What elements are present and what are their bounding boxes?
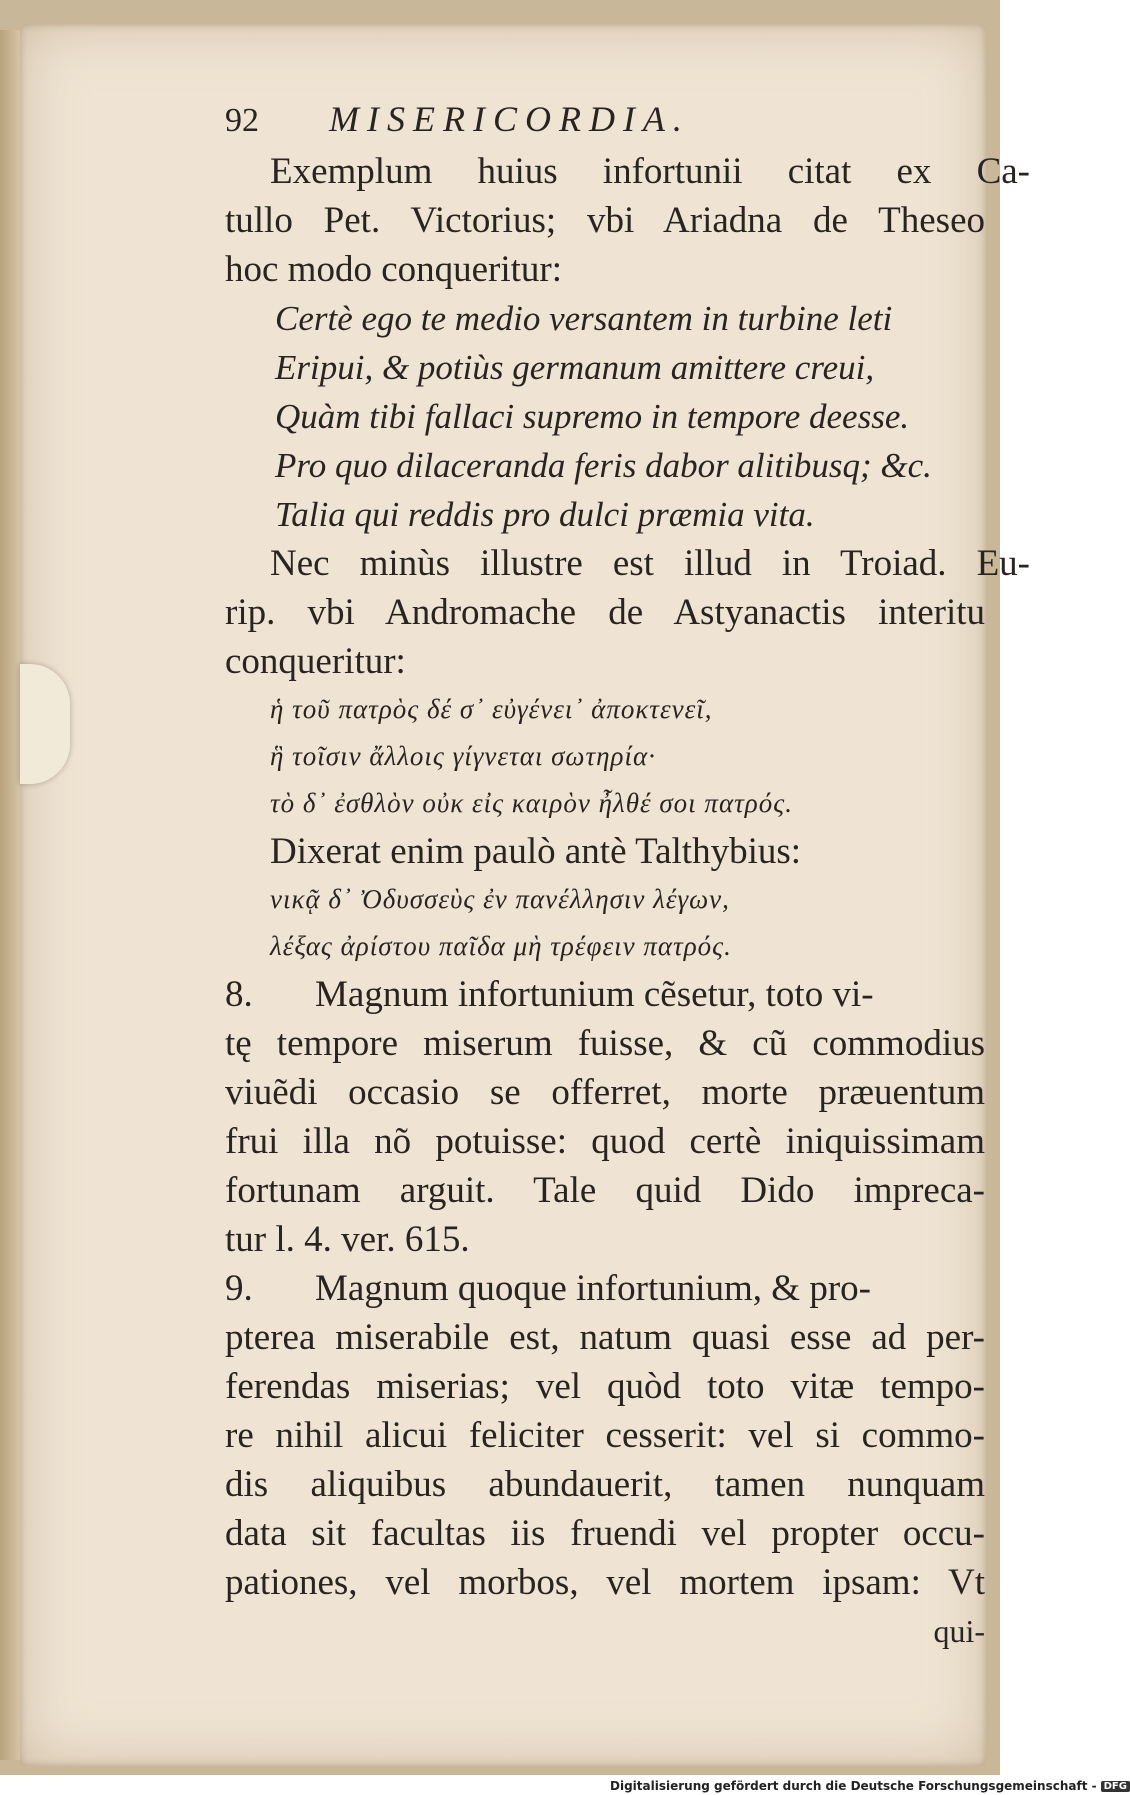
text-line: rip. vbi Andromache de Astyanactis interitu: [225, 592, 985, 633]
text-line: pterea miserabile est, natum quasi esse ad per-: [225, 1317, 985, 1358]
text-line: tur l. 4. ver. 615.: [225, 1219, 470, 1260]
greek-verse-line: τὸ δ᾽ ἐσθλὸν οὐκ εἰς καιρὸν ἦλθέ σοι πατρός.: [270, 788, 793, 818]
credit-text: Digitalisierung gefördert durch die Deutsche Forschungsgemeinschaft -: [610, 1779, 1097, 1793]
digitization-credit: [610, 1777, 1127, 1795]
verse-line: Pro quo dilaceranda feris dabor alitibusq; &c.: [275, 446, 932, 485]
text-line: frui illa nõ potuisse: quod certè iniquissimam: [225, 1121, 985, 1162]
text-line: fortunam arguit. Tale quid Dido impreca-: [225, 1170, 985, 1211]
text-line: tę tempore miserum fuisse, & cũ commodius: [225, 1023, 985, 1064]
verse-line: Eripui, & potiùs germanum amittere creui,: [275, 348, 875, 387]
paragraph-9-first-line: [225, 1264, 985, 1313]
greek-verse-line: λέξας ἀρίστου παῖδα μὴ τρέφειν πατρός.: [270, 931, 732, 961]
text-line: re nihil alicui feliciter cesserit: vel si commo-: [225, 1415, 985, 1456]
text-line: tullo Pet. Victorius; vbi Ariadna de Theseo: [225, 200, 985, 241]
text-line: dis aliquibus abundauerit, tamen nunquam: [225, 1464, 985, 1505]
running-title: MISERICORDIA.: [329, 99, 690, 139]
text-line: Magnum infortunium cẽsetur, toto vi-: [315, 974, 874, 1015]
greek-verse-line: ἣ τοῖσιν ἄλλοις γίγνεται σωτηρία·: [270, 741, 656, 771]
greek-verse-line: ἡ τοῦ πατρὸς δέ σ᾽ εὐγένει᾽ ἀποκτενεῖ,: [270, 694, 713, 724]
page-number: 92: [225, 102, 259, 139]
text-line: Magnum quoque infortunium, & pro-: [315, 1268, 871, 1309]
catchword: qui-: [933, 1613, 985, 1649]
greek-verse-line: νικᾷ δ᾽ Ὀδυσσεὺς ἐν πανέλλησιν λέγων,: [270, 884, 730, 914]
dfg-logo: DFG: [1101, 1781, 1130, 1792]
text-line: ferendas miserias; vel quòd toto vitæ tempo-: [225, 1366, 985, 1407]
running-head: [225, 95, 985, 147]
verse-line: Certè ego te medio versantem in turbine leti: [275, 299, 893, 338]
page-clip: [20, 664, 70, 784]
text-line: hoc modo conqueritur:: [225, 249, 563, 290]
paragraph-number: 8.: [225, 974, 253, 1015]
paragraph-number: 9.: [225, 1268, 253, 1309]
verse-line: Quàm tibi fallaci supremo in tempore deesse.: [275, 397, 910, 436]
text-line: viuẽdi occasio se offerret, morte præuentum: [225, 1072, 985, 1113]
text-line: pationes, vel morbos, vel mortem ipsam: Vt: [225, 1562, 985, 1603]
text-line: Dixerat enim paulò antè Talthybius:: [270, 831, 802, 872]
text-line: conqueritur:: [225, 641, 406, 682]
paragraph-8-first-line: [225, 970, 985, 1019]
verse-line: Talia qui reddis pro dulci præmia vita.: [275, 495, 815, 534]
text-line: data sit facultas iis fruendi vel propter occu-: [225, 1513, 985, 1554]
text-line: Exemplum huius infortunii citat ex Ca-: [270, 151, 1030, 192]
text-line: Nec minùs illustre est illud in Troiad. Eu-: [270, 543, 1030, 584]
page-text: [225, 95, 1030, 1656]
